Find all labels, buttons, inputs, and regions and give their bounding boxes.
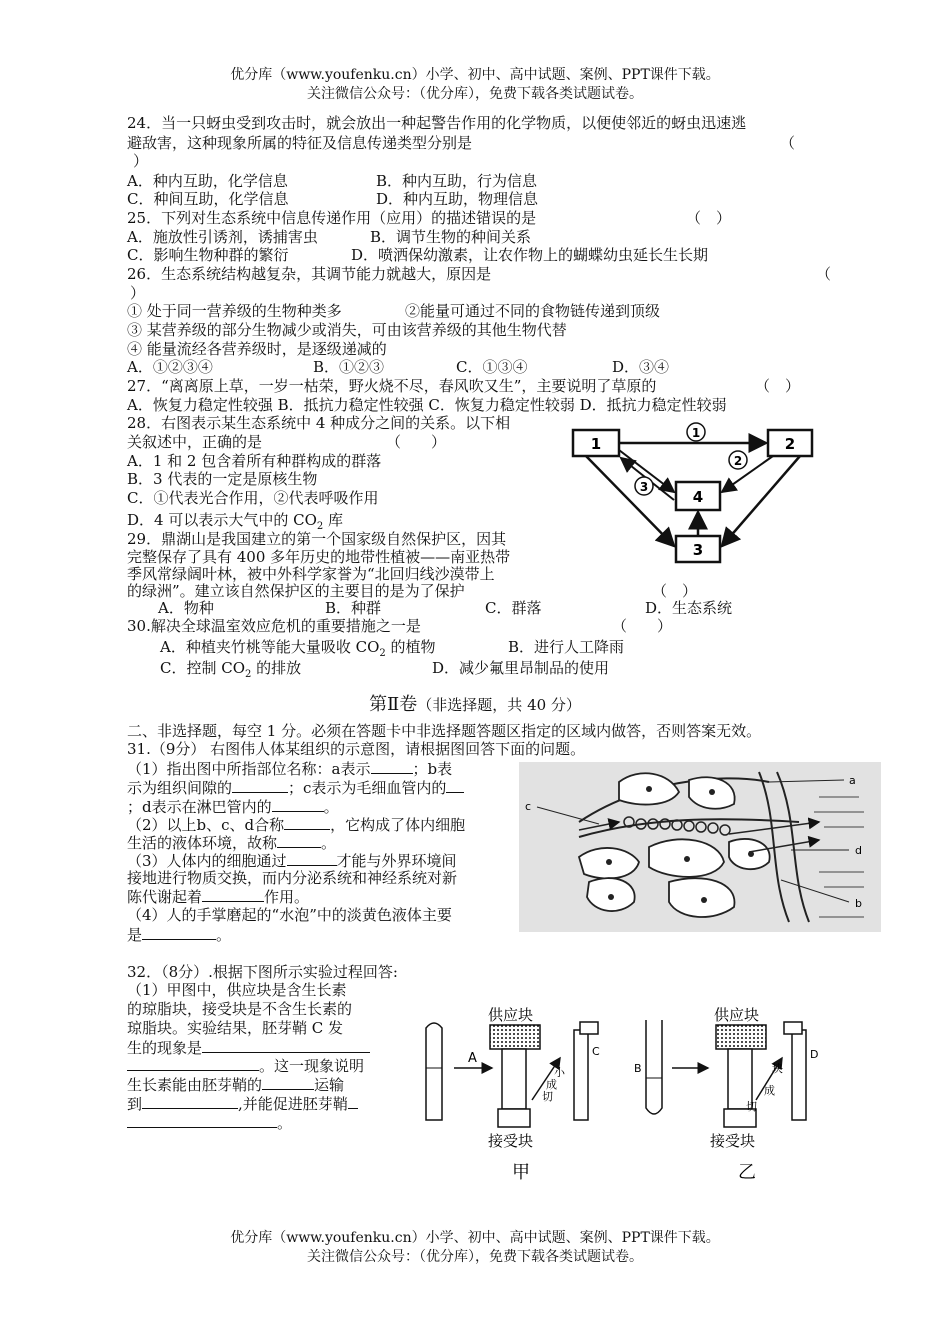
q31-part-4-line-2: 是 。 (127, 926, 232, 944)
q31-stem: 31.（9分） 右图伟人体某组织的示意图，请根据图回答下面的问题。 (127, 740, 586, 758)
label-b: b (855, 897, 862, 910)
footer-line-1: 优分库（www.youfenku.cn）小学、初中、高中试题、案例、PPT课件下载。 (230, 1230, 720, 1246)
receive-label-jia: 接受块 (488, 1132, 534, 1150)
q32-line-1: （1）甲图中，供应块是含生长素 (127, 981, 347, 999)
q27-paren: （ ） (755, 377, 801, 395)
segment-jia (502, 1049, 526, 1109)
svg-text:2: 2 (733, 454, 743, 468)
svg-text:成: 成 (546, 1078, 557, 1091)
q28-option-a: A．1 和 2 包含着所有种群构成的群落 (127, 452, 382, 470)
q25-paren: （ ） (686, 209, 732, 227)
q31-part-1-line-2: 示为组织间隙的 ；c表示为毛细血管内的 (127, 778, 464, 797)
q30-option-a: A．种植夹竹桃等能大量吸收 $CO_2$ 的植物 (160, 638, 436, 659)
q26-statement-4: ④ 能量流经各营养级时，是逐级递减的 (127, 340, 387, 358)
q29-option-c: C．群落 (485, 599, 542, 617)
q32-line-4: 生的现象是 (127, 1038, 370, 1057)
header-line-1: 优分库（www.youfenku.cn）小学、初中、高中试题、案例、PPT课件下载。 (230, 67, 720, 83)
q29-line-4: 的绿洲”。建立该自然保护区的主要目的是为了保护 (127, 582, 465, 600)
coleoptile-d (792, 1030, 806, 1120)
q26-statement-2: ②能量可通过不同的食物链传递到顶级 (405, 302, 661, 320)
q29-option-b: B．种群 (325, 599, 382, 617)
q24-stem-2: 避敌害，这种现象所属的特征及信息传递类型分别是 (127, 134, 473, 152)
tissue-diagram (519, 762, 881, 932)
q24-option-d: D．种内互助，物理信息 (376, 190, 539, 208)
q28-stem-1: 28．右图表示某生态系统中 4 种成分之间的关系。以下相 (127, 414, 511, 432)
node-label-1: 1 (590, 435, 602, 453)
svg-text:3: 3 (639, 480, 649, 494)
q31-part-1-line-1: （1）指出图中所指部位名称：a表示 ；b表 (127, 760, 453, 778)
coleoptile-c (574, 1030, 588, 1120)
svg-text:D: D (810, 1048, 819, 1061)
q30-stem: 30.解决全球温室效应危机的重要措施之一是 (127, 617, 421, 635)
q28-option-d: D．4 可以表示大气中的 $CO_2$ 库 (127, 511, 344, 532)
node-label-4: 4 (692, 488, 704, 506)
q24-stem-1: 24．当一只蚜虫受到攻击时，就会放出一种起警告作用的化学物质，以便使邻近的蚜虫迅速逃 (127, 114, 747, 132)
svg-text:块: 块 (772, 1062, 783, 1075)
q31-part-2-line-1: （2）以上b、c、d合称 ，它构成了体内细胞 (127, 816, 466, 834)
svg-text:A: A (468, 1051, 477, 1066)
receive-block-jia (498, 1109, 530, 1127)
q31-part-3-line-2: 接地进行物质交换，而内分泌系统和神经系统对新 (127, 869, 458, 887)
section-2-instructions: 二、非选择题，每空 1 分。必须在答题卡中非选择题答题区指定的区域内做答，否则答案无效。 (127, 722, 762, 740)
q26-option-c: C．①③④ (456, 358, 528, 376)
q30-option-c: C．控制 $CO_2$ 的排放 (160, 659, 302, 680)
receive-label-yi: 接受块 (710, 1132, 756, 1150)
q26-statement-1: ① 处于同一营养级的生物种类多 (127, 302, 342, 320)
q31-part-3-line-1: （3）人体内的细胞通过 才能与外界环境间 (127, 852, 457, 870)
q24-paren-close: ） (133, 152, 149, 170)
q25-option-d: D．喷洒保幼激素，让农作物上的蝴蝶幼虫延长生长期 (351, 246, 709, 264)
q25-option-c: C．影响生物种群的繁衍 (127, 246, 289, 264)
svg-text:切: 切 (542, 1090, 553, 1103)
q32-line-5: 。这一现象说明 (127, 1056, 364, 1075)
label-yi: 乙 (738, 1162, 756, 1183)
q30-option-b: B．进行人工降雨 (508, 638, 625, 656)
label-c: c (525, 800, 532, 813)
svg-text:成: 成 (764, 1084, 775, 1097)
q28-stem-2: 关叙述中，正确的是 (127, 433, 263, 451)
q24-option-a: A．种内互助，化学信息 (127, 172, 288, 190)
q30-paren: （ ） (612, 617, 673, 635)
coleoptile-jia (426, 1023, 442, 1120)
q27-stem: 27．“离离原上草，一岁一枯荣，野火烧不尽，春风吹又生”，主要说明了草原的 (127, 377, 657, 395)
section-2-title: 第Ⅱ卷（非选择题，共 40 分） (369, 694, 581, 715)
footer-line-2: 关注微信公众号：（优分库），免费下载各类试题试卷。 (307, 1249, 643, 1265)
label-jia: 甲 (512, 1162, 530, 1183)
supply-block-jia (490, 1025, 540, 1049)
header-line-2: 关注微信公众号：（优分库），免费下载各类试题试卷。 (307, 86, 643, 102)
q28-paren: （ ） (386, 433, 447, 451)
q29-line-2: 完整保存了具有 400 多年历史的地带性植被——南亚热带 (127, 548, 511, 566)
q32-line-8: 。 (127, 1113, 292, 1132)
label-d: d (855, 844, 862, 857)
q32-stem: 32．（8分）.根据下图所示实验过程回答: (127, 963, 398, 981)
ecosystem-diagram (568, 418, 818, 566)
q26-stem: 26．生态系统结构越复杂，其调节能力就越大，原因是 (127, 265, 492, 283)
q29-option-a: A．物种 (158, 599, 214, 617)
q25-option-a: A．施放性引诱剂，诱捕害虫 (127, 228, 318, 246)
q32-line-2: 的琼脂块，接受块是不含生长素的 (127, 1000, 353, 1018)
q31-part-4-line-1: （4）人的手掌磨起的“水泡”中的淡黄色液体主要 (127, 906, 452, 924)
q28-option-c: C．①代表光合作用，②代表呼吸作用 (127, 489, 379, 507)
q25-option-b: B．调节生物的种间关系 (370, 228, 532, 246)
q29-line-1: 29．鼎湖山是我国建立的第一个国家级自然保护区，因其 (127, 530, 507, 548)
svg-text:C: C (592, 1045, 600, 1058)
q32-line-7: 到 ,并能促进胚芽鞘 (127, 1094, 358, 1113)
q27-options: A．恢复力稳定性较强 B．抵抗力稳定性较强 C．恢复力稳定性较弱 D．抵抗力稳定性较弱 (127, 396, 727, 414)
q26-paren-close: ） (130, 284, 146, 302)
supply-label-jia: 供应块 (488, 1006, 534, 1024)
q31-part-1-line-3: ；d表示在淋巴管内的 。 (127, 798, 339, 816)
q30-option-d: D．减少氟里昂制品的使用 (432, 659, 610, 677)
q26-option-d: D．③④ (612, 358, 670, 376)
q24-option-c: C．种间互助，化学信息 (127, 190, 289, 208)
svg-text:1: 1 (691, 426, 701, 440)
arrow-2-to-3 (722, 456, 800, 546)
q29-option-d: D．生态系统 (645, 599, 733, 617)
svg-text:小: 小 (554, 1066, 565, 1079)
q31-part-3-line-3: 陈代谢起着 作用。 (127, 888, 310, 906)
q24-option-b: B．种内互助，行为信息 (376, 172, 538, 190)
q32-line-6: 生长素能由胚芽鞘的 运输 (127, 1076, 345, 1094)
q29-paren: （ ） (652, 582, 698, 600)
q26-option-b: B．①②③ (313, 358, 385, 376)
svg-text:切: 切 (746, 1100, 757, 1113)
q32-line-3: 琼脂块。实验结果，胚芽鞘 C 发 (127, 1019, 344, 1037)
label-a: a (849, 774, 856, 787)
supply-label-yi: 供应块 (714, 1006, 760, 1024)
node-label-2: 2 (784, 435, 796, 453)
q26-paren-open: （ (816, 265, 832, 283)
arrow-1-to-3 (586, 456, 674, 546)
svg-text:B: B (634, 1062, 642, 1075)
q28-option-b: B．3 代表的一定是原核生物 (127, 470, 318, 488)
coleoptile-yi (646, 1020, 662, 1114)
q25-stem: 25．下列对生态系统中信息传递作用（应用）的描述错误的是 (127, 209, 537, 227)
q31-part-2-line-2: 生活的液体环境，故称 。 (127, 834, 337, 852)
q26-statement-3: ③ 某营养级的部分生物减少或消失，可由该营养级的其他生物代替 (127, 321, 567, 339)
coleoptile-experiment-diagram (420, 1000, 820, 1190)
q29-line-3: 季风常绿阔叶林，被中外科学家誉为“北回归线沙漠带上 (127, 565, 495, 583)
node-label-3: 3 (692, 541, 704, 559)
q24-paren-open: （ (780, 134, 796, 152)
q26-option-a: A．①②③④ (127, 358, 213, 376)
supply-block-yi (716, 1025, 766, 1049)
